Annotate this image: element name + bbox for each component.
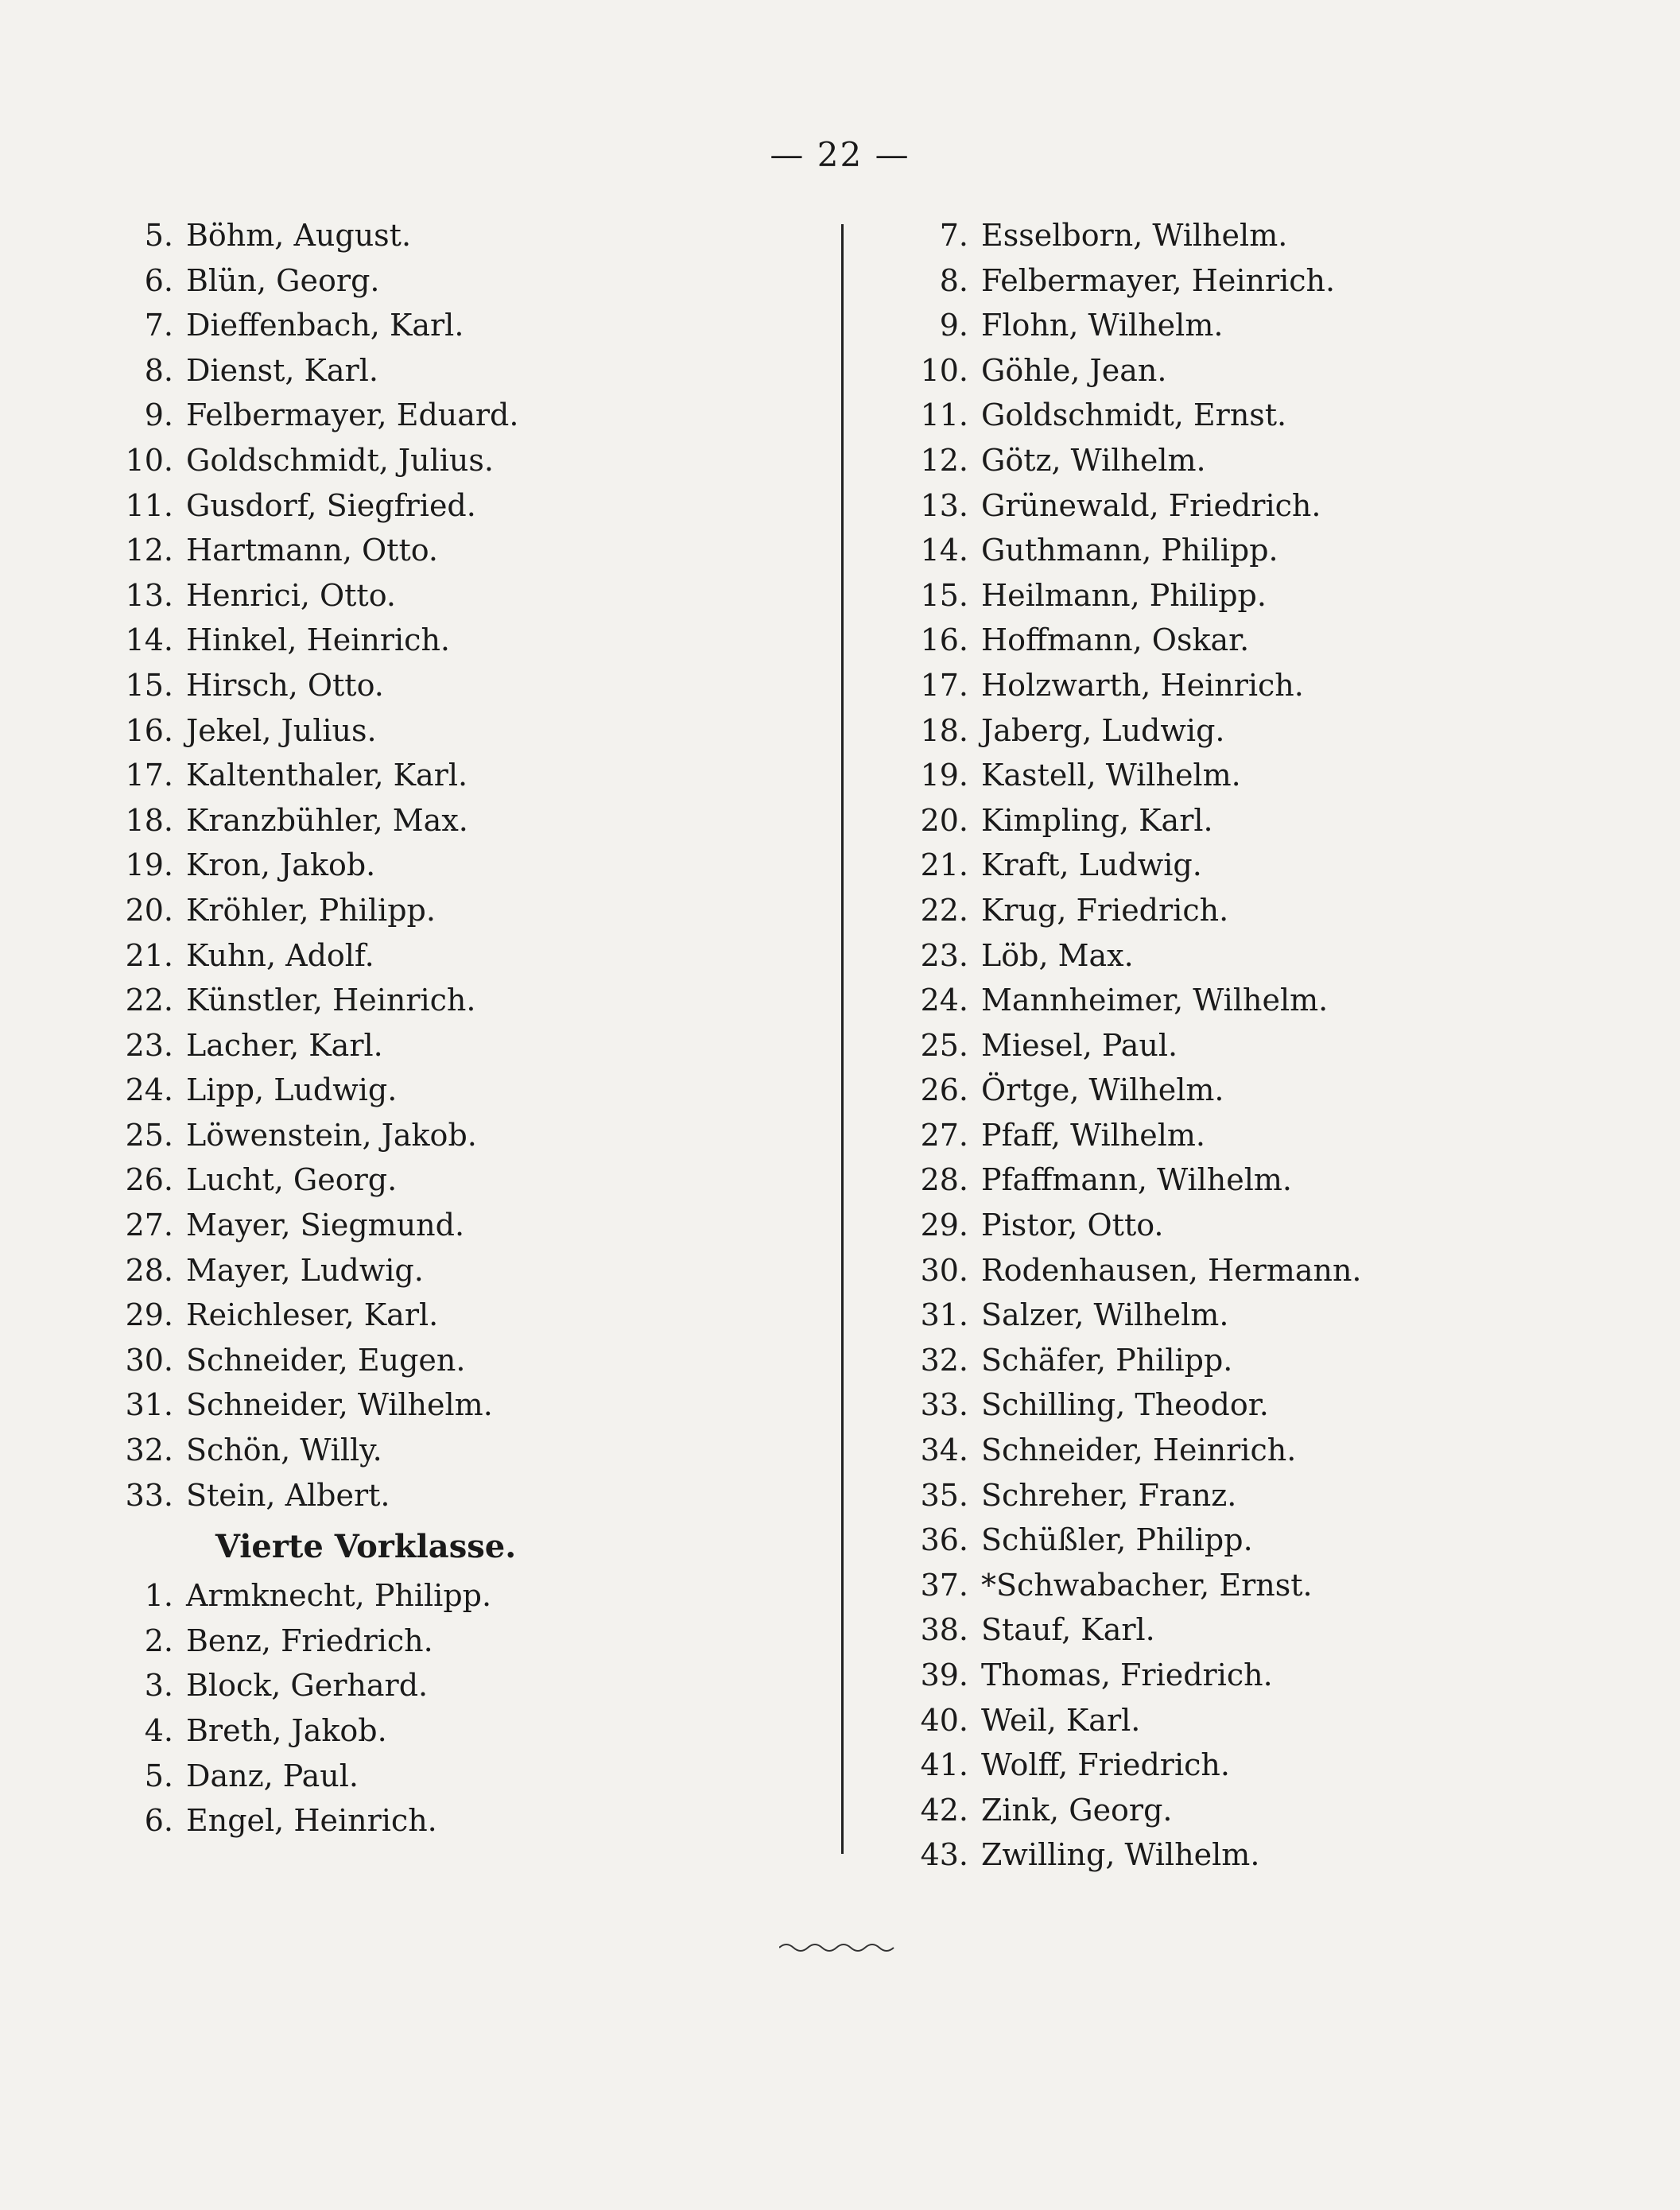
entry-number: 23.	[125, 1027, 173, 1063]
list-item	[914, 1157, 1670, 1203]
list-item	[119, 1798, 835, 1844]
entry-number: 6.	[144, 262, 173, 298]
list-item	[119, 1619, 835, 1664]
right-column	[914, 213, 1670, 1878]
list-item	[914, 393, 1670, 438]
entry-number: 30.	[920, 1252, 968, 1288]
list-item	[119, 933, 835, 979]
left-column	[119, 213, 835, 1844]
entry-number: 10.	[920, 352, 968, 388]
list-item	[914, 348, 1670, 394]
entry-name: Mannheimer, Wilhelm.	[981, 983, 1329, 1018]
list-item	[914, 888, 1670, 933]
entry-name: Krug, Friedrich.	[981, 892, 1229, 928]
list-item	[119, 1293, 835, 1338]
entry-name: *Schwabacher, Ernst.	[981, 1567, 1313, 1603]
list-item	[119, 393, 835, 438]
entry-number: 11.	[125, 487, 173, 523]
entry-number: 8.	[144, 352, 173, 388]
entry-number: 26.	[125, 1162, 173, 1198]
list-item	[914, 1832, 1670, 1878]
entry-name: Hirsch, Otto.	[186, 667, 384, 703]
entry-name: Göhle, Jean.	[981, 352, 1167, 388]
list-item	[119, 348, 835, 394]
entry-name: Mayer, Siegmund.	[186, 1208, 465, 1243]
entry-number: 29.	[125, 1297, 173, 1333]
entry-number: 27.	[125, 1208, 173, 1243]
entry-number: 31.	[125, 1387, 173, 1423]
list-item	[914, 1382, 1670, 1428]
entry-name: Mayer, Ludwig.	[186, 1252, 424, 1288]
entry-number: 29.	[920, 1208, 968, 1243]
entry-name: Kraft, Ludwig.	[981, 847, 1202, 883]
list-item	[119, 1157, 835, 1203]
list-item	[119, 1113, 835, 1158]
entry-number: 18.	[125, 802, 173, 838]
list-item	[914, 528, 1670, 573]
list-item	[914, 1653, 1670, 1698]
entry-number: 12.	[125, 533, 173, 568]
entry-name: Holzwarth, Heinrich.	[981, 667, 1304, 703]
wavy-rule-ornament	[779, 1940, 898, 1956]
list-item	[914, 798, 1670, 843]
list-item	[914, 483, 1670, 529]
entry-number: 32.	[920, 1342, 968, 1378]
entry-number: 28.	[920, 1162, 968, 1198]
entry-name: Örtge, Wilhelm.	[981, 1072, 1224, 1108]
entry-name: Pistor, Otto.	[981, 1208, 1164, 1243]
entry-name: Weil, Karl.	[981, 1702, 1141, 1738]
entry-number: 34.	[920, 1433, 968, 1468]
entry-number: 22.	[125, 983, 173, 1018]
list-item	[119, 1663, 835, 1708]
entry-number: 32.	[125, 1433, 173, 1468]
entry-number: 13.	[920, 487, 968, 523]
entry-name: Gusdorf, Siegfried.	[186, 487, 476, 523]
list-item	[914, 1248, 1670, 1293]
entry-number: 11.	[920, 397, 968, 433]
entry-name: Felbermayer, Eduard.	[186, 397, 519, 433]
entry-name: Esselborn, Wilhelm.	[981, 218, 1288, 253]
list-item	[119, 708, 835, 754]
list-item	[119, 573, 835, 618]
entry-number: 5.	[144, 1758, 173, 1793]
list-item	[119, 663, 835, 708]
entry-name: Felbermayer, Heinrich.	[981, 262, 1336, 298]
entry-name: Kaltenthaler, Karl.	[186, 758, 468, 793]
list-item	[914, 1743, 1670, 1788]
list-item	[119, 483, 835, 529]
entry-number: 33.	[125, 1477, 173, 1513]
left-name-list	[119, 213, 835, 1518]
entry-name: Böhm, August.	[186, 218, 412, 253]
entry-name: Jaberg, Ludwig.	[981, 712, 1225, 748]
list-item	[914, 618, 1670, 663]
entry-name: Zink, Georg.	[981, 1792, 1173, 1828]
list-item	[119, 1248, 835, 1293]
list-item	[119, 1068, 835, 1113]
list-item	[119, 888, 835, 933]
entry-name: Wolff, Friedrich.	[981, 1747, 1230, 1783]
entry-name: Kron, Jakob.	[186, 847, 376, 883]
entry-name: Henrici, Otto.	[186, 577, 396, 613]
entry-name: Blün, Georg.	[186, 262, 380, 298]
entry-number: 20.	[920, 802, 968, 838]
entry-name: Heilmann, Philipp.	[981, 577, 1267, 613]
entry-number: 20.	[125, 892, 173, 928]
entry-name: Götz, Wilhelm.	[981, 442, 1206, 478]
list-item	[119, 1428, 835, 1473]
entry-name: Kröhler, Philipp.	[186, 892, 436, 928]
list-item	[119, 1023, 835, 1068]
entry-name: Schneider, Heinrich.	[981, 1433, 1297, 1468]
entry-number: 10.	[125, 442, 173, 478]
entry-number: 26.	[920, 1072, 968, 1108]
list-item	[914, 753, 1670, 798]
list-item	[119, 1203, 835, 1248]
list-item	[914, 438, 1670, 483]
entry-number: 12.	[920, 442, 968, 478]
entry-number: 4.	[144, 1713, 173, 1748]
entry-number: 3.	[144, 1668, 173, 1704]
entry-number: 16.	[125, 712, 173, 748]
entry-name: Danz, Paul.	[186, 1758, 359, 1793]
entry-name: Benz, Friedrich.	[186, 1623, 433, 1658]
entry-name: Miesel, Paul.	[981, 1027, 1178, 1063]
entry-name: Kastell, Wilhelm.	[981, 758, 1241, 793]
entry-number: 40.	[920, 1702, 968, 1738]
entry-name: Guthmann, Philipp.	[981, 533, 1278, 568]
list-item	[914, 1518, 1670, 1563]
entry-name: Dienst, Karl.	[186, 352, 378, 388]
list-item	[914, 303, 1670, 348]
entry-name: Zwilling, Wilhelm.	[981, 1837, 1260, 1873]
list-item	[119, 213, 835, 258]
entry-name: Schüßler, Philipp.	[981, 1522, 1253, 1558]
entry-number: 6.	[144, 1803, 173, 1839]
list-item	[119, 438, 835, 483]
entry-name: Grünewald, Friedrich.	[981, 487, 1321, 523]
entry-name: Armknecht, Philipp.	[186, 1578, 492, 1614]
entry-name: Reichleser, Karl.	[186, 1297, 439, 1333]
entry-number: 18.	[920, 712, 968, 748]
entry-name: Schneider, Wilhelm.	[186, 1387, 493, 1423]
entry-number: 42.	[920, 1792, 968, 1828]
entry-name: Thomas, Friedrich.	[981, 1658, 1273, 1692]
entry-name: Lipp, Ludwig.	[186, 1072, 398, 1108]
entry-number: 17.	[920, 667, 968, 703]
entry-name: Salzer, Wilhelm.	[981, 1297, 1229, 1333]
list-item	[914, 213, 1670, 258]
entry-number: 1.	[144, 1578, 173, 1614]
vierte-vorklasse-list	[119, 1573, 835, 1844]
entry-number: 16.	[920, 622, 968, 658]
entry-name: Pfaff, Wilhelm.	[981, 1117, 1206, 1153]
list-item	[914, 1698, 1670, 1743]
list-item	[914, 1607, 1670, 1653]
entry-number: 21.	[920, 847, 968, 883]
entry-number: 41.	[920, 1747, 968, 1783]
list-item	[914, 933, 1670, 979]
entry-name: Kuhn, Adolf.	[186, 937, 374, 973]
entry-name: Rodenhausen, Hermann.	[981, 1252, 1362, 1288]
entry-number: 22.	[920, 892, 968, 928]
list-item	[914, 1473, 1670, 1518]
entry-name: Löwenstein, Jakob.	[186, 1117, 477, 1153]
entry-number: 36.	[920, 1522, 968, 1558]
list-item	[119, 978, 835, 1023]
entry-number: 25.	[920, 1027, 968, 1063]
list-item	[914, 1203, 1670, 1248]
entry-name: Goldschmidt, Julius.	[186, 442, 494, 478]
entry-name: Schäfer, Philipp.	[981, 1342, 1233, 1378]
list-item	[119, 528, 835, 573]
list-item	[914, 663, 1670, 708]
entry-number: 27.	[920, 1117, 968, 1153]
entry-name: Lucht, Georg.	[186, 1162, 398, 1198]
entry-number: 15.	[125, 667, 173, 703]
list-item	[119, 798, 835, 843]
entry-name: Lacher, Karl.	[186, 1027, 383, 1063]
list-item	[119, 303, 835, 348]
list-item	[914, 978, 1670, 1023]
list-item	[119, 1573, 835, 1619]
entry-name: Breth, Jakob.	[186, 1713, 387, 1748]
list-item	[119, 1382, 835, 1428]
entry-name: Jekel, Julius.	[186, 712, 377, 748]
entry-number: 37.	[920, 1567, 968, 1603]
list-item	[914, 573, 1670, 618]
entry-name: Block, Gerhard.	[186, 1668, 429, 1704]
entry-name: Hartmann, Otto.	[186, 533, 439, 568]
entry-number: 28.	[125, 1252, 173, 1288]
list-item	[914, 843, 1670, 888]
entry-number: 31.	[920, 1297, 968, 1333]
entry-number: 5.	[144, 218, 173, 253]
entry-number: 8.	[939, 262, 968, 298]
entry-number: 21.	[125, 937, 173, 973]
entry-number: 7.	[939, 218, 968, 253]
column-divider	[841, 224, 844, 1854]
entry-number: 17.	[125, 758, 173, 793]
entry-number: 25.	[125, 1117, 173, 1153]
entry-number: 35.	[920, 1477, 968, 1513]
entry-name: Löb, Max.	[981, 937, 1134, 973]
entry-number: 15.	[920, 577, 968, 613]
entry-name: Hinkel, Heinrich.	[186, 622, 450, 658]
entry-number: 9.	[939, 308, 968, 343]
list-item	[914, 708, 1670, 754]
entry-number: 19.	[125, 847, 173, 883]
entry-number: 23.	[920, 937, 968, 973]
entry-number: 39.	[920, 1658, 968, 1692]
list-item	[914, 1068, 1670, 1113]
entry-number: 43.	[920, 1837, 968, 1873]
list-item	[914, 1113, 1670, 1158]
entry-name: Dieffenbach, Karl.	[186, 308, 464, 343]
entry-name: Schneider, Eugen.	[186, 1342, 466, 1378]
list-item	[914, 1428, 1670, 1473]
list-item	[914, 1788, 1670, 1833]
list-item	[119, 618, 835, 663]
list-item	[119, 753, 835, 798]
entry-number: 24.	[125, 1072, 173, 1108]
entry-number: 7.	[144, 308, 173, 343]
entry-number: 30.	[125, 1342, 173, 1378]
list-item	[119, 1338, 835, 1383]
entry-number: 14.	[125, 622, 173, 658]
list-item	[914, 1563, 1670, 1608]
right-name-list	[914, 213, 1670, 1878]
page-number: — 22 —	[770, 135, 910, 174]
entry-name: Pfaffmann, Wilhelm.	[981, 1162, 1293, 1198]
entry-number: 13.	[125, 577, 173, 613]
entry-name: Kimpling, Karl.	[981, 802, 1213, 838]
entry-number: 24.	[920, 983, 968, 1018]
entry-name: Stauf, Karl.	[981, 1612, 1155, 1648]
entry-name: Künstler, Heinrich.	[186, 983, 476, 1018]
list-item	[914, 1338, 1670, 1383]
entry-name: Schilling, Theodor.	[981, 1387, 1269, 1423]
list-item	[119, 1473, 835, 1518]
entry-name: Hoffmann, Oskar.	[981, 622, 1250, 658]
entry-name: Engel, Heinrich.	[186, 1803, 437, 1839]
list-item	[119, 1708, 835, 1754]
entry-name: Goldschmidt, Ernst.	[981, 397, 1287, 433]
section-heading-vierte-vorklasse: Vierte Vorklasse.	[215, 1528, 517, 1566]
list-item	[914, 1293, 1670, 1338]
entry-name: Flohn, Wilhelm.	[981, 308, 1224, 343]
list-item	[119, 1754, 835, 1799]
entry-number: 33.	[920, 1387, 968, 1423]
list-item	[914, 1023, 1670, 1068]
entry-name: Schön, Willy.	[186, 1433, 382, 1468]
entry-name: Stein, Albert.	[186, 1477, 390, 1513]
entry-name: Schreher, Franz.	[981, 1477, 1237, 1513]
list-item	[119, 843, 835, 888]
list-item	[119, 258, 835, 304]
entry-number: 19.	[920, 758, 968, 793]
entry-number: 14.	[920, 533, 968, 568]
entry-number: 9.	[144, 397, 173, 433]
entry-name: Kranzbühler, Max.	[186, 802, 468, 838]
list-item	[914, 258, 1670, 304]
entry-number: 38.	[920, 1612, 968, 1648]
entry-number: 2.	[144, 1623, 173, 1658]
